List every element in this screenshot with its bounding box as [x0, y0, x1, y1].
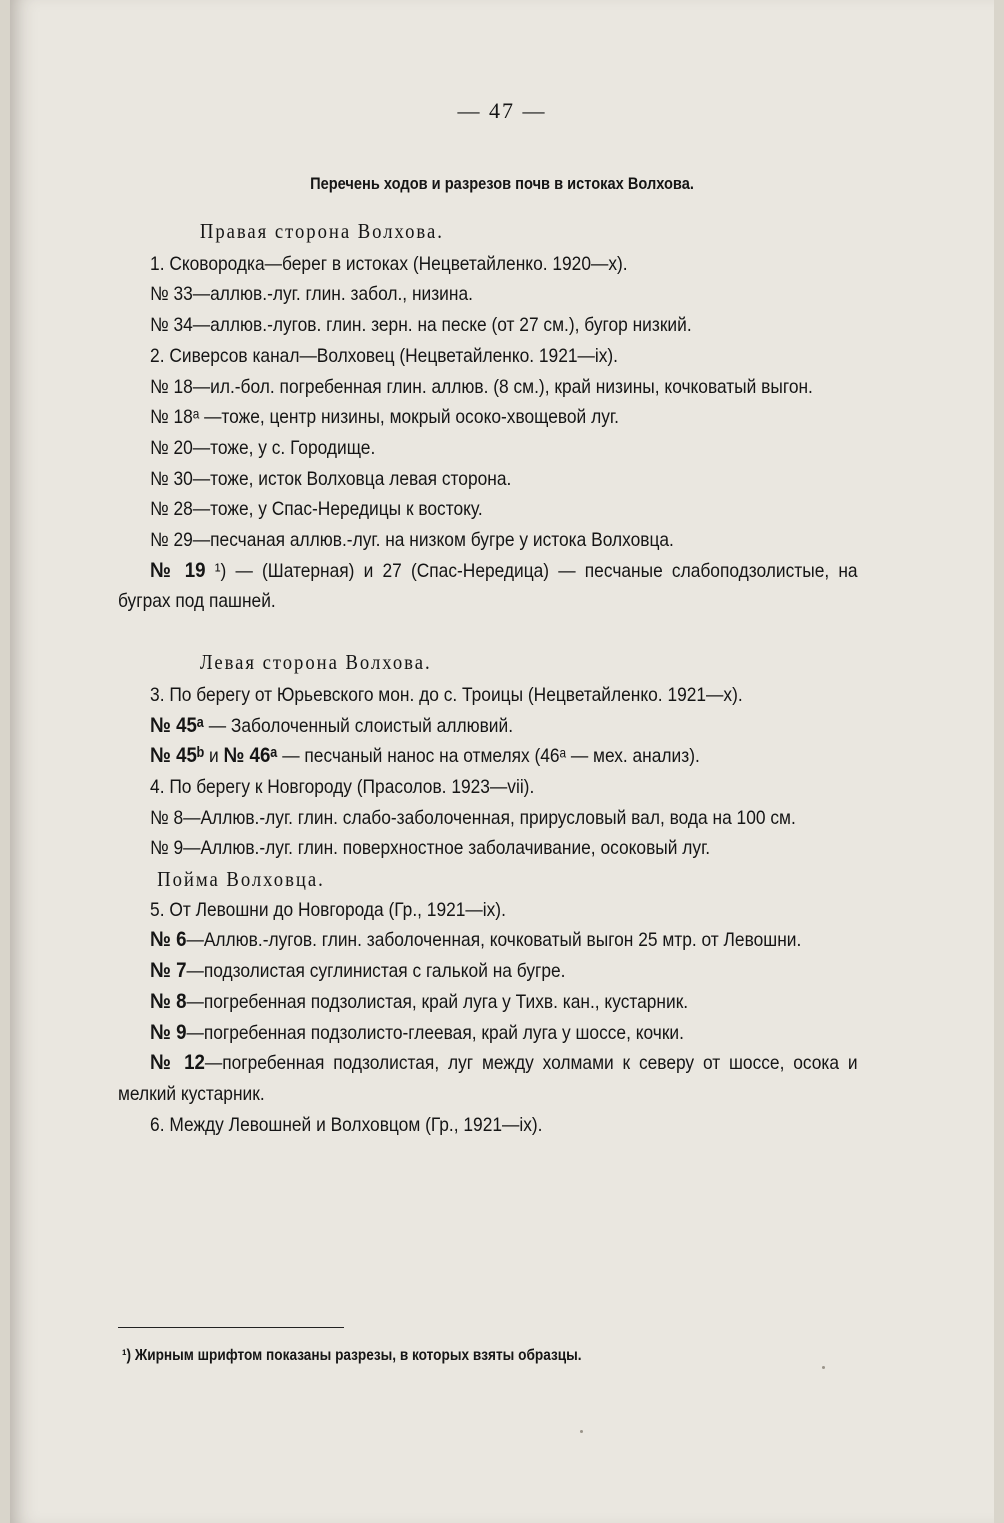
sample-number: № 9: [150, 1020, 187, 1044]
entry-line: 1. Сковородка—берег в истоках (Нецветайленко. 1920—x).: [150, 252, 628, 275]
entry-line: [118, 1018, 858, 1049]
section-heading-left-side: Левая сторона Волхова.: [199, 650, 432, 675]
entry-line: № 34—аллюв.-лугов. глин. зерн. на песке (от 27 см.), бугор низкий.: [150, 314, 692, 337]
footnote-divider: [118, 1327, 344, 1328]
entry-line: № 18—ил.-бол. погребенная глин. аллюв. (8 см.), край низины, кочковатый выгон.: [150, 375, 813, 398]
page-number: — 47 —: [457, 98, 547, 123]
sample-number: № 46ᵃ: [223, 744, 278, 768]
entry-text: —погребенная подзолисто-глеевая, край луга у шоссе, кочки.: [186, 1021, 684, 1044]
entry-line: 4. По берегу к Новгороду (Прасолов. 1923—vii).: [150, 775, 535, 798]
entry-line: № 28—тоже, у Спас-Нередицы к востоку.: [150, 498, 483, 521]
entry-text: ¹) — (Шатерная) и 27 (Спас-Нередица) — песчаные слабоподзолистые, на буграх под пашней.: [118, 559, 858, 613]
entry-text: и: [204, 745, 224, 768]
entry-line: [118, 925, 858, 956]
sample-number: № 8: [150, 989, 187, 1013]
page-title: Перечень ходов и разрезов почв в истоках Волхова.: [310, 174, 694, 193]
entry-line: [118, 741, 858, 772]
sample-number: № 45ᵇ: [150, 744, 205, 768]
sample-number: № 7: [150, 959, 187, 983]
entry-line: 2. Сиверсов канал—Волховец (Нецветайленко. 1921—ix).: [150, 344, 618, 367]
paper-speck: [822, 1366, 825, 1369]
entry-line: 3. По берегу от Юрьевского мон. до с. Троицы (Нецветайленко. 1921—x).: [150, 683, 743, 706]
entry-line: [118, 1048, 858, 1109]
entry-line: [118, 956, 858, 987]
entry-line: [118, 987, 858, 1018]
entry-text: — Заболоченный слоистый аллювий.: [203, 714, 514, 737]
entry-text: — песчаный нанос на отмелях (46ᵃ — мех. анализ).: [277, 745, 700, 768]
entry-line: № 18ᵃ —тоже, центр низины, мокрый осоко-хвощевой луг.: [150, 406, 619, 429]
entry-line: № 9—Аллюв.-луг. глин. поверхностное заболачивание, осоковый луг.: [150, 837, 711, 860]
document-page: [10, 0, 994, 1523]
entry-line: № 8—Аллюв.-луг. глин. слабо-заболоченная, прирусловый вал, вода на 100 см.: [150, 806, 796, 829]
entry-text: —Аллюв.-лугов. глин. заболоченная, кочковатый выгон 25 мтр. от Левошни.: [186, 929, 802, 952]
entry-line: № 20—тоже, у с. Городище.: [150, 436, 376, 459]
paper-speck: [580, 1430, 583, 1433]
entry-text: —погребенная подзолистая, луг между холмами к северу от шоссе, осока и мелкий кустарник.: [118, 1052, 858, 1105]
section-heading-poima: Пойма Волховца.: [157, 867, 325, 892]
entry-line: [118, 711, 858, 742]
sample-number: № 6: [150, 928, 187, 952]
entry-line: 5. От Левошни до Новгорода (Гр., 1921—ix).: [150, 898, 506, 921]
section-heading-right-side: Правая сторона Волхова.: [199, 219, 444, 243]
entry-text: —подзолистая суглинистая с галькой на бугре.: [186, 960, 566, 983]
entry-line: № 29—песчаная аллюв.-луг. на низком бугре у истока Волховца.: [150, 529, 674, 552]
footnote: ¹) Жирным шрифтом показаны разрезы, в которых взяты образцы.: [122, 1347, 582, 1364]
entry-line: № 30—тоже, исток Волховца левая сторона.: [150, 467, 512, 490]
entry-line: № 33—аллюв.-луг. глин. забол., низина.: [150, 283, 473, 306]
document-body: [118, 212, 858, 1140]
sample-number: № 19: [150, 558, 206, 582]
entry-line: [118, 556, 858, 617]
entry-text: —погребенная подзолистая, край луга у Тихв. кан., кустарник.: [186, 990, 689, 1013]
sample-number: № 12: [150, 1051, 205, 1075]
sample-number: № 45ᵃ: [150, 713, 204, 737]
entry-line: 6. Между Левошней и Волховцом (Гр., 1921—ix).: [150, 1113, 543, 1136]
